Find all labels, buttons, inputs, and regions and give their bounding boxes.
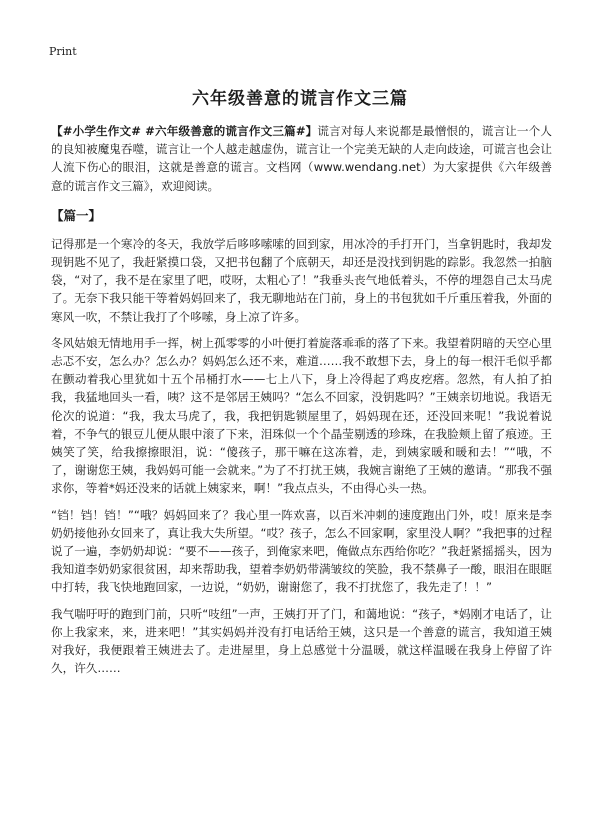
intro-paragraph [51,122,552,195]
intro-text: 谎言对每人来说都是最憎恨的，谎言让一个人的良知被魔鬼吞噬，谎言让一个人越走越虚伪，谎言让一个完美无缺的人走向歧途，可谎言也会让人流下伤心的眼泪，这就是善意的谎言。文档网（www.wendang.net）为大家提供《六年级善意的谎言作文三篇》，欢迎阅读。 [51,124,552,193]
body-paragraph-4: 我气喘吁吁的跑到门前，只听“吱纽”一声，王姨打开了门，和蔼地说：“孩子，*妈刚才电话了，让你上我家来，来，进来吧！”其实妈妈并没有打电话给王姨，这只是一个善意的谎言，我知道王姨对我好，我便跟着王姨进去了。走进屋里，身上总感觉十分温暖，就这样温暖在我身上停留了许久，许久…… [51,606,552,676]
body-paragraph-1: 记得那是一个寒冷的冬天，我放学后哆哆嗦嗦的回到家，用冰冷的手打开门，当拿钥匙时，我却发现钥匙不见了，我赶紧摸口袋，又把书包翻了个底朝天，却还是没找到钥匙的踪影。我忽然一拍脑袋，“对了，我不是在家里了吧，哎呀，太粗心了！”我垂头丧气地低着头，不停的埋怨自己太马虎了。无奈下我只能干等着妈妈回来了，我无聊地站在门前，身上的书包犹如千斤重压着我，外面的寒风一吹，不禁让我打了个哆嗦，身上凉了许多。 [51,236,552,324]
print-label[interactable]: Print [49,45,77,58]
body-paragraph-2: 冬风姑娘无情地用手一挥，树上孤零零的小叶便打着旋落乖乖的落了下来。我望着阴暗的天空心里忐忑不安，怎么办？怎么办？妈妈怎么还不来，难道……我不敢想下去，身上的每一根汗毛似乎都在颤动着我心里犹如十五个吊桶打水——七上八下，身上冷得起了鸡皮疙瘩。忽然，有人拍了拍我，我猛地回头一看，咦？这不是邻居王姨吗？“怎么不回家，没钥匙吗？”王姨亲切地说。我语无伦次的说道：“我，我太马虎了，我，我把钥匙锁屋里了，妈妈现在还，还没回来呢！”我说着说着，不争气的银豆儿便从眼中滚了下来，泪珠似一个个晶莹剔透的珍珠，在我脸颊上留了痕迹。王姨笑了笑，给我擦擦眼泪，说：“傻孩子，那干嘛在这冻着，走，到姨家暖和暖和去！”“哦，不了，谢谢您王姨，我妈妈可能一会就来。”为了不打扰王姨，我婉言谢绝了王姨的邀请。“那我不强求你，等着*妈还没来的话就上姨家来，啊！”我点点头，不由得心头一热。 [51,335,552,496]
document-body [51,122,552,685]
section-heading: 【篇一】 [51,207,102,223]
intro-tag: 【#小学生作文# #六年级善意的谎言作文三篇#】 [51,124,318,138]
body-paragraph-3: “铛！铛！铛！”“哦？妈妈回来了？我心里一阵欢喜，以百米冲刺的速度跑出门外，哎！原来是李奶奶接他孙女回来了，真让我大失所望。“哎？孩子，怎么不回家啊，家里没人啊？”我把事的过程说了一遍，李奶奶却说：“要不——孩子，到俺家来吧，俺做点东西给你吃？”我赶紧摇摇头，因为我知道李奶奶家很贫困，却来帮助我，望着李奶奶带满皱纹的笑脸，我不禁鼻子一酸，眼泪在眼眶中打转，我飞快地跑回家，一边说，“奶奶，谢谢您了，我不打扰您了，我先走了！！” [51,507,552,595]
document-title: 六年级善意的谎言作文三篇 [192,89,408,109]
